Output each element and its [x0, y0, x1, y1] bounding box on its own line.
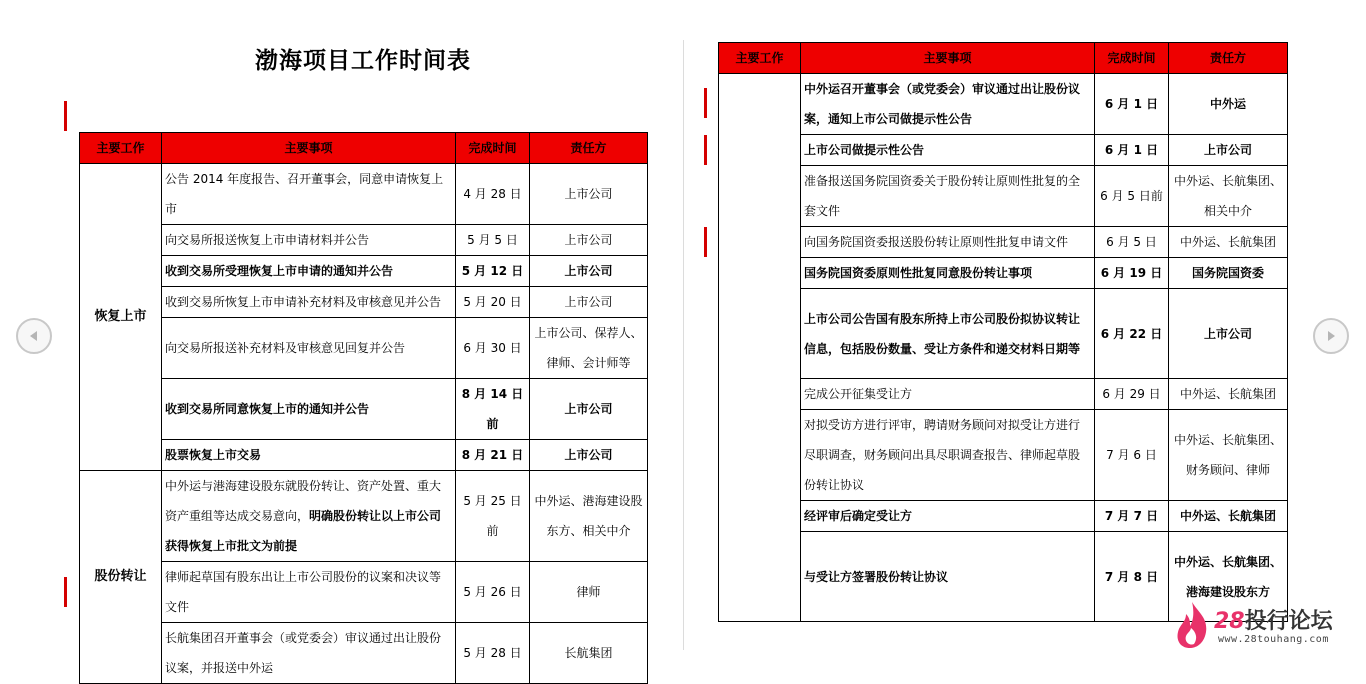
document-title: 渤海项目工作时间表	[255, 47, 471, 74]
chevron-right-icon	[1323, 328, 1339, 344]
item-cell: 收到交易所恢复上市申请补充材料及审核意见并公告	[162, 287, 456, 318]
item-cell: 中外运召开董事会（或党委会）审议通过出让股份议案，通知上市公司做提示性公告	[801, 74, 1095, 135]
header-responsible-party: 责任方	[1169, 43, 1288, 74]
table-row	[719, 74, 1288, 135]
table-row	[80, 225, 648, 256]
item-cell: 长航集团召开董事会（或党委会）审议通过出让股份议案，并报送中外运	[162, 623, 456, 684]
party-cell: 上市公司	[530, 440, 648, 471]
watermark-number: 28	[1214, 609, 1245, 634]
category-cell: 恢复上市	[80, 164, 162, 471]
table-row	[80, 318, 648, 379]
header-main-items: 主要事项	[801, 43, 1095, 74]
party-cell: 中外运、长航集团、港海建设股东方	[1169, 532, 1288, 622]
margin-mark	[704, 227, 707, 257]
party-cell: 上市公司	[530, 164, 648, 225]
item-cell: 收到交易所受理恢复上市申请的通知并公告	[162, 256, 456, 287]
date-cell: 8 月 14 日前	[456, 379, 530, 440]
item-cell: 向国务院国资委报送股份转让原则性批复申请文件	[801, 227, 1095, 258]
party-cell: 上市公司	[530, 256, 648, 287]
party-cell: 上市公司	[530, 287, 648, 318]
party-cell: 中外运、长航集团、财务顾问、律师	[1169, 410, 1288, 501]
prev-page-button[interactable]	[16, 318, 52, 354]
table-row	[80, 471, 648, 562]
party-cell: 中外运、长航集团	[1169, 227, 1288, 258]
date-cell: 5 月 26 日	[456, 562, 530, 623]
table-row	[719, 227, 1288, 258]
header-main-work: 主要工作	[719, 43, 801, 74]
schedule-table-left	[79, 132, 648, 684]
date-cell: 5 月 25 日前	[456, 471, 530, 562]
schedule-table-right	[718, 42, 1288, 622]
table-row	[80, 623, 648, 684]
party-cell: 国务院国资委	[1169, 258, 1288, 289]
date-cell: 6 月 29 日	[1095, 379, 1169, 410]
item-cell: 经评审后确定受让方	[801, 501, 1095, 532]
party-cell: 上市公司、保荐人、律师、会计师等	[530, 318, 648, 379]
page-divider	[683, 40, 684, 650]
header-completion-time: 完成时间	[456, 133, 530, 164]
margin-mark	[64, 577, 67, 607]
header-completion-time: 完成时间	[1095, 43, 1169, 74]
party-cell: 上市公司	[1169, 135, 1288, 166]
date-cell: 6 月 5 日前	[1095, 166, 1169, 227]
date-cell: 6 月 19 日	[1095, 258, 1169, 289]
margin-mark	[704, 135, 707, 165]
item-cell: 股票恢复上市交易	[162, 440, 456, 471]
table-row	[80, 379, 648, 440]
header-main-items: 主要事项	[162, 133, 456, 164]
date-cell: 6 月 30 日	[456, 318, 530, 379]
table-header-row	[719, 43, 1288, 74]
table-row	[80, 256, 648, 287]
flame-logo-icon	[1172, 600, 1212, 650]
date-cell: 5 月 5 日	[456, 225, 530, 256]
table-row	[719, 258, 1288, 289]
item-cell: 向交易所报送补充材料及审核意见回复并公告	[162, 318, 456, 379]
header-main-work: 主要工作	[80, 133, 162, 164]
table-row	[80, 440, 648, 471]
item-cell: 公告 2014 年度报告、召开董事会，同意申请恢复上市	[162, 164, 456, 225]
item-cell: 准备报送国务院国资委关于股份转让原则性批复的全套文件	[801, 166, 1095, 227]
date-cell: 5 月 12 日	[456, 256, 530, 287]
item-cell: 与受让方签署股份转让协议	[801, 532, 1095, 622]
next-page-button[interactable]	[1313, 318, 1349, 354]
party-cell: 长航集团	[530, 623, 648, 684]
item-cell: 对拟受访方进行评审，聘请财务顾问对拟受让方进行尽职调查，财务顾问出具尽职调查报告、律师起草股份转让协议	[801, 410, 1095, 501]
date-cell: 6 月 1 日	[1095, 74, 1169, 135]
date-cell: 8 月 21 日	[456, 440, 530, 471]
party-cell: 上市公司	[1169, 289, 1288, 379]
date-cell: 7 月 7 日	[1095, 501, 1169, 532]
category-cell	[719, 74, 801, 622]
item-cell: 向交易所报送恢复上市申请材料并公告	[162, 225, 456, 256]
watermark-url: www.28touhang.com	[1218, 634, 1329, 645]
item-cell: 国务院国资委原则性批复同意股份转让事项	[801, 258, 1095, 289]
margin-mark	[704, 88, 707, 118]
item-cell: 律师起草国有股东出让上市公司股份的议案和决议等文件	[162, 562, 456, 623]
margin-mark	[64, 101, 67, 131]
date-cell: 4 月 28 日	[456, 164, 530, 225]
table-row	[719, 135, 1288, 166]
table-row	[719, 379, 1288, 410]
item-text: 中外运与港海建设股东就股份转让、资产处置、重大资产重组等达成交易意向，	[165, 479, 442, 523]
item-cell: 上市公司公告国有股东所持上市公司股份拟协议转让信息，包括股份数量、受让方条件和递交材料日期等	[801, 289, 1095, 379]
table-row	[719, 410, 1288, 501]
item-cell: 上市公司做提示性公告	[801, 135, 1095, 166]
party-cell: 中外运、长航集团、相关中介	[1169, 166, 1288, 227]
watermark-brand	[1214, 604, 1333, 635]
category-cell: 股份转让	[80, 471, 162, 684]
date-cell: 6 月 1 日	[1095, 135, 1169, 166]
table-row	[80, 164, 648, 225]
date-cell: 7 月 6 日	[1095, 410, 1169, 501]
item-cell: 完成公开征集受让方	[801, 379, 1095, 410]
watermark-brand-text: 投行论坛	[1244, 609, 1333, 634]
party-cell: 律师	[530, 562, 648, 623]
item-cell	[162, 471, 456, 562]
chevron-left-icon	[26, 328, 42, 344]
party-cell: 上市公司	[530, 225, 648, 256]
date-cell: 5 月 28 日	[456, 623, 530, 684]
date-cell: 6 月 22 日	[1095, 289, 1169, 379]
item-text-bold: 明确股份转让以上市公司获得恢复上市批文为前提	[165, 509, 442, 553]
table-row	[719, 166, 1288, 227]
header-responsible-party: 责任方	[530, 133, 648, 164]
table-row	[80, 562, 648, 623]
party-cell: 中外运、长航集团	[1169, 379, 1288, 410]
date-cell: 5 月 20 日	[456, 287, 530, 318]
item-cell: 收到交易所同意恢复上市的通知并公告	[162, 379, 456, 440]
party-cell: 上市公司	[530, 379, 648, 440]
date-cell: 7 月 8 日	[1095, 532, 1169, 622]
table-row	[80, 287, 648, 318]
date-cell: 6 月 5 日	[1095, 227, 1169, 258]
party-cell: 中外运	[1169, 74, 1288, 135]
table-row	[719, 501, 1288, 532]
table-row	[719, 289, 1288, 379]
party-cell: 中外运、长航集团	[1169, 501, 1288, 532]
party-cell: 中外运、港海建设股东方、相关中介	[530, 471, 648, 562]
site-watermark	[1170, 600, 1340, 650]
table-header-row	[80, 133, 648, 164]
